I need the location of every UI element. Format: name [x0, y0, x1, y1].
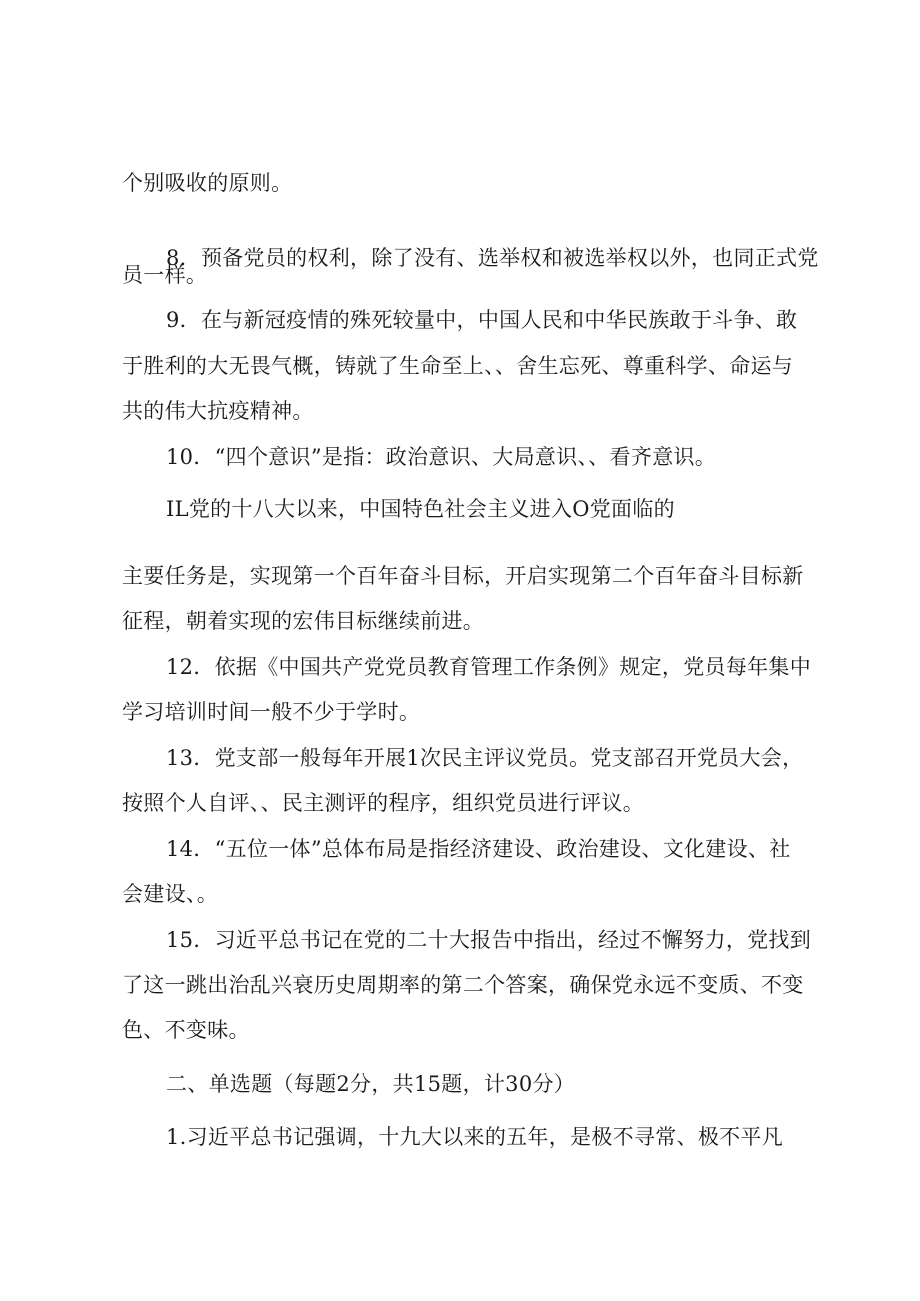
question-15-line-3: 色、不变味。 [122, 1018, 250, 1042]
question-11-line-3: 征程，朝着实现的宏伟目标继续前进。 [122, 609, 485, 633]
question-14-line-2: 会建设、。 [122, 882, 218, 906]
text-line: 个别吸收的原则。 [122, 171, 293, 195]
question-11-line-1: IL党的十八大以来，中国特色社会主义进入O党面临的 [166, 497, 675, 521]
question-14-line-1: 14．“五位一体”总体布局是指经济建设、政治建设、文化建设、社 [166, 837, 791, 861]
question-9-line-3: 共的伟大抗疫精神。 [122, 399, 314, 423]
question-8-line-1: 8．预备党员的权利，除了没有、选举权和被选举权以外，也同正式党 [166, 246, 819, 270]
question-15-line-1: 15．习近平总书记在党的二十大报告中指出，经过不懈努力，党找到 [166, 928, 812, 952]
question-12-line-2: 学习培训时间一般不少于学时。 [122, 700, 421, 724]
single-choice-question-1-line: 1.习近平总书记强调，十九大以来的五年，是极不寻常、极不平凡 [166, 1125, 784, 1149]
question-10-line: 10．“四个意识”是指：政治意识、大局意识、、看齐意识。 [166, 445, 717, 469]
question-11-line-2: 主要任务是，实现第一个百年奋斗目标，开启实现第二个百年奋斗目标新 [122, 564, 804, 588]
question-9-line-2: 于胜利的大无畏气概，铸就了生命至上、、舍生忘死、尊重科学、命运与 [122, 354, 794, 378]
question-13-line-1: 13．党支部一般每年开展1次民主评议党员。党支部召开党员大会， [166, 746, 804, 770]
question-12-line-1: 12．依据《中国共产党党员教育管理工作条例》规定，党员每年集中 [166, 655, 812, 679]
section-heading-single-choice: 二、单选题（每题2分，共15题，计30分） [166, 1072, 576, 1096]
question-8-line-2: 员一样。 [122, 263, 208, 287]
question-15-line-2: 了这一跳出治乱兴衰历史周期率的第二个答案，确保党永远不变质、不变 [122, 973, 804, 997]
question-9-line-1: 9．在与新冠疫情的殊死较量中，中国人民和中华民族敢于斗争、敢 [166, 308, 798, 332]
question-13-line-2: 按照个人自评、、民主测评的程序，组织党员进行评议。 [122, 791, 644, 815]
